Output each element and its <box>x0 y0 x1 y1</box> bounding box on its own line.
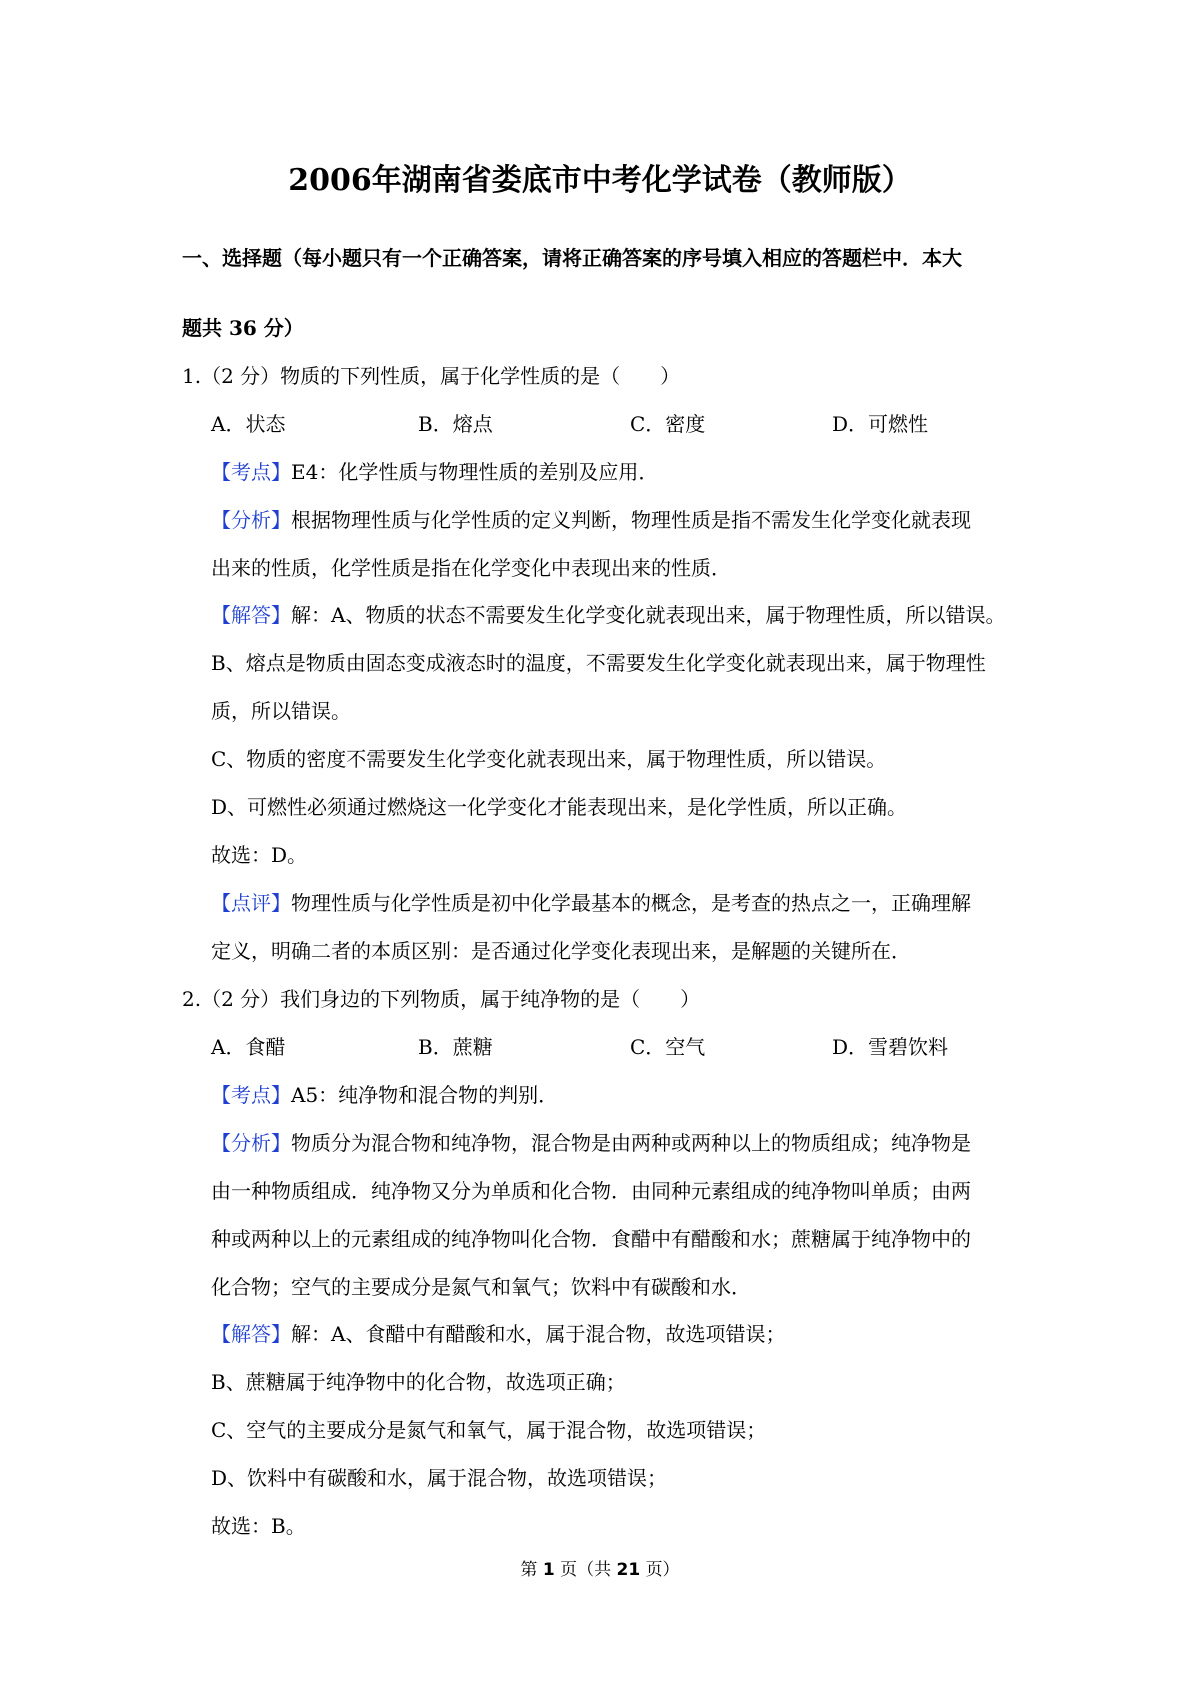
q2-jieda <box>211 1321 785 1347</box>
q1-dianping <box>211 890 971 916</box>
footer-total-pages: 21 <box>616 1560 641 1580</box>
page-footer <box>0 1559 1200 1581</box>
tag-jieda: 【解答】 <box>211 603 291 627</box>
q2-jieda-line5: 故选：B。 <box>211 1514 306 1538</box>
q1-jieda <box>211 602 1005 628</box>
tag-kaodian: 【考点】 <box>211 460 291 484</box>
q2-jieda-line4: D、饮料中有碳酸和水，属于混合物，故选项错误； <box>211 1466 668 1490</box>
q1-jieda-line3: 质，所以错误。 <box>211 699 351 723</box>
q2-option-b: B．蔗糖 <box>418 1035 493 1059</box>
q1-kaodian-text: E4：化学性质与物理性质的差别及应用． <box>291 460 659 484</box>
q2-jieda-line3: C、空气的主要成分是氮气和氧气，属于混合物，故选项错误； <box>211 1418 767 1442</box>
q1-jieda-line1: 解：A、物质的状态不需要发生化学变化就表现出来，属于物理性质，所以错误。 <box>291 603 1006 627</box>
q2-option-a: A．食醋 <box>211 1035 286 1059</box>
q2-option-d: D．雪碧饮料 <box>832 1035 949 1059</box>
q2-kaodian-text: A5：纯净物和混合物的判别． <box>291 1083 559 1107</box>
q2-kaodian <box>211 1082 558 1108</box>
footer-page-number: 1 <box>542 1560 555 1580</box>
section-heading-line2: 题共 36 分） <box>182 316 304 340</box>
q1-jieda-line6: 故选：D。 <box>211 843 308 867</box>
tag-fenxi: 【分析】 <box>211 1131 291 1155</box>
q2-option-c: C．空气 <box>630 1035 706 1059</box>
q1-option-a: A．状态 <box>211 412 286 436</box>
q2-fenxi-line4: 化合物；空气的主要成分是氮气和氧气；饮料中有碳酸和水． <box>211 1275 751 1299</box>
q1-kaodian <box>211 459 658 485</box>
q2-jieda-line2: B、蔗糖属于纯净物中的化合物，故选项正确； <box>211 1370 626 1394</box>
footer-post: 页） <box>645 1560 680 1580</box>
footer-mid: 页（共 <box>560 1560 612 1580</box>
q1-dianping-line2: 定义，明确二者的本质区别：是否通过化学变化表现出来，是解题的关键所在． <box>211 939 911 963</box>
q2-jieda-line1: 解：A、食醋中有醋酸和水，属于混合物，故选项错误； <box>291 1322 786 1346</box>
q1-fenxi-line1: 根据物理性质与化学性质的定义判断，物理性质是指不需发生化学变化就表现 <box>291 508 971 532</box>
footer-pre: 第 <box>520 1560 538 1580</box>
q2-fenxi <box>211 1130 971 1156</box>
q2-fenxi-line3: 种或两种以上的元素组成的纯净物叫化合物．食醋中有醋酸和水；蔗糖属于纯净物中的 <box>211 1227 971 1251</box>
q1-option-d: D．可燃性 <box>832 412 929 436</box>
tag-fenxi: 【分析】 <box>211 508 291 532</box>
page-title: 2006年湖南省娄底市中考化学试卷（教师版） <box>288 163 912 198</box>
q2-stem: 2.（2 分）我们身边的下列物质，属于纯净物的是（ ） <box>182 987 701 1011</box>
q1-fenxi-line2: 出来的性质，化学性质是指在化学变化中表现出来的性质． <box>211 556 731 580</box>
q1-option-b: B．熔点 <box>418 412 493 436</box>
q1-jieda-line2: B、熔点是物质由固态变成液态时的温度，不需要发生化学变化就表现出来，属于物理性 <box>211 651 986 675</box>
section-heading-line1: 一、选择题（每小题只有一个正确答案，请将正确答案的序号填入相应的答题栏中．本大 <box>182 246 962 270</box>
tag-dianping: 【点评】 <box>211 891 291 915</box>
tag-kaodian: 【考点】 <box>211 1083 291 1107</box>
q1-dianping-line1: 物理性质与化学性质是初中化学最基本的概念，是考查的热点之一，正确理解 <box>291 891 971 915</box>
tag-jieda: 【解答】 <box>211 1322 291 1346</box>
q1-jieda-line4: C、物质的密度不需要发生化学变化就表现出来，属于物理性质，所以错误。 <box>211 747 887 771</box>
q2-fenxi-line2: 由一种物质组成．纯净物又分为单质和化合物．由同种元素组成的纯净物叫单质；由两 <box>211 1179 971 1203</box>
q1-option-c: C．密度 <box>630 412 706 436</box>
q1-jieda-line5: D、可燃性必须通过燃烧这一化学变化才能表现出来，是化学性质，所以正确。 <box>211 795 908 819</box>
q1-fenxi <box>211 507 971 533</box>
q1-stem: 1.（2 分）物质的下列性质，属于化学性质的是（ ） <box>182 364 681 388</box>
q2-fenxi-line1: 物质分为混合物和纯净物，混合物是由两种或两种以上的物质组成；纯净物是 <box>291 1131 971 1155</box>
